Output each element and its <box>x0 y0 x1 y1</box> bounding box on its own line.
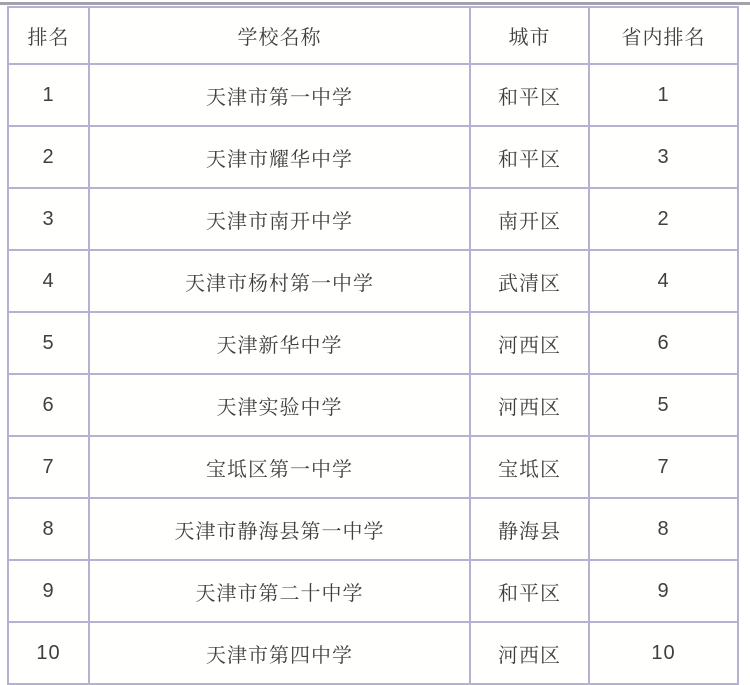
column-header-rank: 排名 <box>8 7 89 64</box>
province-rank-cell: 1 <box>589 64 738 126</box>
table-row <box>8 498 738 560</box>
province-rank-cell: 5 <box>589 374 738 436</box>
school-cell: 天津市杨村第一中学 <box>89 250 470 312</box>
rank-cell: 5 <box>8 312 89 374</box>
city-cell: 和平区 <box>470 126 589 188</box>
header-row <box>8 7 738 64</box>
city-cell: 和平区 <box>470 64 589 126</box>
rank-cell: 4 <box>8 250 89 312</box>
table-row <box>8 436 738 498</box>
province-rank-cell: 9 <box>589 560 738 622</box>
table-row <box>8 560 738 622</box>
rank-cell: 10 <box>8 622 89 684</box>
city-cell: 河西区 <box>470 622 589 684</box>
school-cell: 天津市第四中学 <box>89 622 470 684</box>
table-row <box>8 622 738 684</box>
city-cell: 宝坻区 <box>470 436 589 498</box>
school-cell: 天津市耀华中学 <box>89 126 470 188</box>
school-cell: 宝坻区第一中学 <box>89 436 470 498</box>
table-row <box>8 250 738 312</box>
province-rank-cell: 2 <box>589 188 738 250</box>
school-cell: 天津新华中学 <box>89 312 470 374</box>
city-cell: 武清区 <box>470 250 589 312</box>
rank-cell: 6 <box>8 374 89 436</box>
province-rank-cell: 7 <box>589 436 738 498</box>
school-cell: 天津实验中学 <box>89 374 470 436</box>
rank-cell: 1 <box>8 64 89 126</box>
city-cell: 河西区 <box>470 374 589 436</box>
rank-cell: 8 <box>8 498 89 560</box>
column-header-school-name: 学校名称 <box>89 7 470 64</box>
province-rank-cell: 10 <box>589 622 738 684</box>
rank-cell: 3 <box>8 188 89 250</box>
city-cell: 河西区 <box>470 312 589 374</box>
table-row <box>8 64 738 126</box>
rank-cell: 2 <box>8 126 89 188</box>
top-divider <box>0 2 750 5</box>
province-rank-cell: 4 <box>589 250 738 312</box>
city-cell: 南开区 <box>470 188 589 250</box>
school-cell: 天津市静海县第一中学 <box>89 498 470 560</box>
city-cell: 静海县 <box>470 498 589 560</box>
table-row <box>8 312 738 374</box>
province-rank-cell: 3 <box>589 126 738 188</box>
rank-cell: 9 <box>8 560 89 622</box>
province-rank-cell: 6 <box>589 312 738 374</box>
school-cell: 天津市南开中学 <box>89 188 470 250</box>
table-row <box>8 126 738 188</box>
province-rank-cell: 8 <box>589 498 738 560</box>
rank-cell: 7 <box>8 436 89 498</box>
school-ranking-table <box>7 6 739 685</box>
column-header-province-rank: 省内排名 <box>589 7 738 64</box>
city-cell: 和平区 <box>470 560 589 622</box>
column-header-city: 城市 <box>470 7 589 64</box>
school-cell: 天津市第一中学 <box>89 64 470 126</box>
school-cell: 天津市第二十中学 <box>89 560 470 622</box>
table-row <box>8 188 738 250</box>
table-row <box>8 374 738 436</box>
